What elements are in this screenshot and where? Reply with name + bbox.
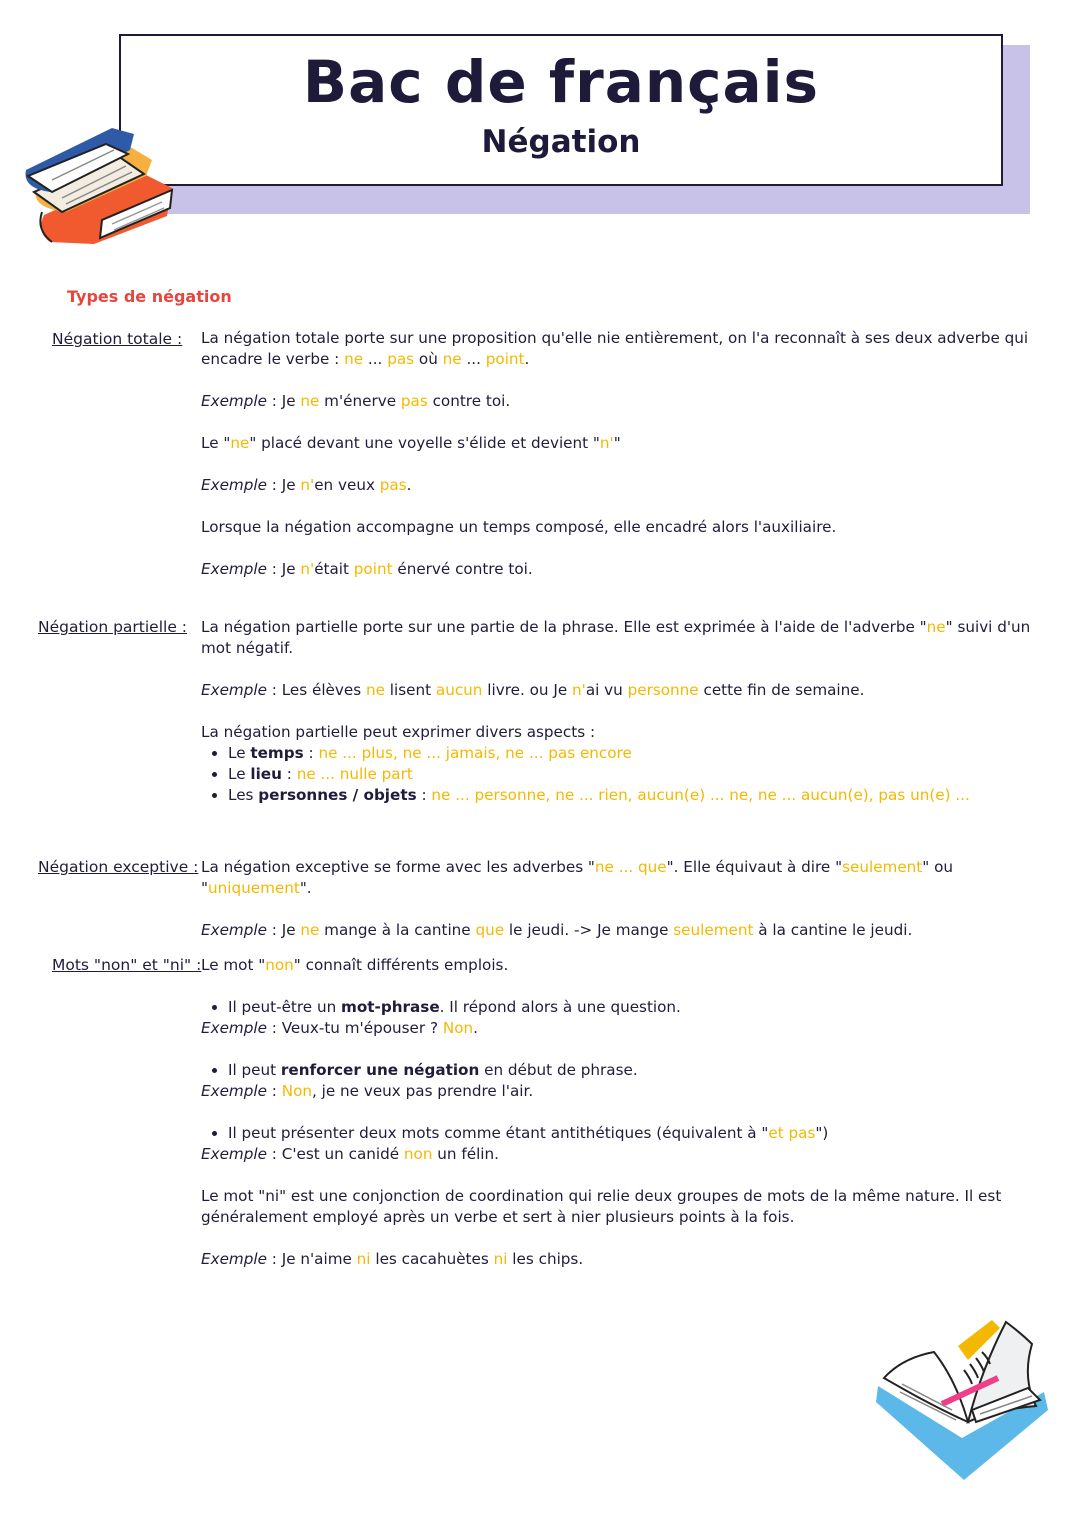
label-negation-exceptive: Négation exceptive : <box>38 858 199 876</box>
exceptive-example: Exemple : Je ne mange à la cantine que le jeudi. -> Je mange seulement à la cantine le jeudi. <box>201 921 913 939</box>
exceptive-definition: La négation exceptive se forme avec les adverbes "ne ... que". Elle équivaut à dire "seulement" ou "uniquement". <box>201 858 953 897</box>
totale-example-1: Exemple : Je ne m'énerve pas contre toi. <box>201 392 511 410</box>
list-item: • Les personnes / objets : ne ... personne, ne ... rien, aucun(e) ... ne, ne ... aucun(e), pas un(e) ... <box>228 785 1051 806</box>
totale-example-3: Exemple : Je n'était point énervé contre toi. <box>201 560 533 578</box>
totale-definition: La négation totale porte sur une proposition qu'elle nie entièrement, on l'a reconnaît à ses deux adverbe qui encadre le verbe : ne ... pas où ne ... point. <box>201 329 1029 368</box>
totale-block <box>201 328 1051 580</box>
page-subtitle: Négation <box>481 124 641 160</box>
mots-bullet-1 <box>201 997 1051 1018</box>
partielle-example: Exemple : Les élèves ne lisent aucun livre. ou Je n'ai vu personne cette fin de semaine. <box>201 681 865 699</box>
list-item: • Le lieu : ne ... nulle part <box>228 764 1051 785</box>
open-book-icon <box>872 1318 1050 1483</box>
partielle-block <box>201 617 1051 806</box>
mots-example-4: Exemple : Je n'aime ni les cacahuètes ni les chips. <box>201 1250 584 1268</box>
list-item: • Il peut présenter deux mots comme étant antithétiques (équivalent à "et pas") <box>228 1123 1051 1144</box>
mots-bullet-2 <box>201 1060 1051 1081</box>
label-negation-totale: Négation totale : <box>52 330 183 348</box>
mots-bullet-3 <box>201 1123 1051 1144</box>
mots-block <box>201 955 1051 1270</box>
title-frame <box>119 34 1003 186</box>
section-title: Types de négation <box>67 287 232 306</box>
partielle-aspects-list <box>201 743 1051 806</box>
partielle-aspects-intro: La négation partielle peut exprimer divers aspects : <box>201 723 596 741</box>
list-item: • Le temps : ne ... plus, ne ... jamais, ne ... pas encore <box>228 743 1051 764</box>
stacked-books-icon <box>22 120 182 250</box>
mots-example-3: Exemple : C'est un canidé non un félin. <box>201 1145 499 1163</box>
mots-non-intro: Le mot "non" connaît différents emplois. <box>201 956 509 974</box>
mots-ni-definition: Le mot "ni" est une conjonction de coordination qui relie deux groupes de mots de la même nature. Il est généralement employé après un verbe et sert à nier plusieurs points à la fois. <box>201 1187 1002 1226</box>
totale-elision-rule: Le "ne" placé devant une voyelle s'élide et devient "n'" <box>201 434 621 452</box>
list-item: • Il peut renforcer une négation en début de phrase. <box>228 1060 1051 1081</box>
totale-compound-tense-rule: Lorsque la négation accompagne un temps composé, elle encadré alors l'auxiliaire. <box>201 518 837 536</box>
list-item: • Il peut-être un mot-phrase. Il répond alors à une question. <box>228 997 1051 1018</box>
totale-example-2: Exemple : Je n'en veux pas. <box>201 476 412 494</box>
label-mots-non-ni: Mots "non" et "ni" : <box>52 956 202 974</box>
label-negation-partielle: Négation partielle : <box>38 618 188 636</box>
exceptive-block <box>201 857 1051 941</box>
mots-example-2: Exemple : Non, je ne veux pas prendre l'air. <box>201 1082 534 1100</box>
mots-example-1: Exemple : Veux-tu m'épouser ? Non. <box>201 1019 478 1037</box>
page-title: Bac de français <box>302 48 820 116</box>
partielle-definition: La négation partielle porte sur une partie de la phrase. Elle est exprimée à l'aide de l'adverbe "ne" suivi d'un mot négatif. <box>201 618 1031 657</box>
